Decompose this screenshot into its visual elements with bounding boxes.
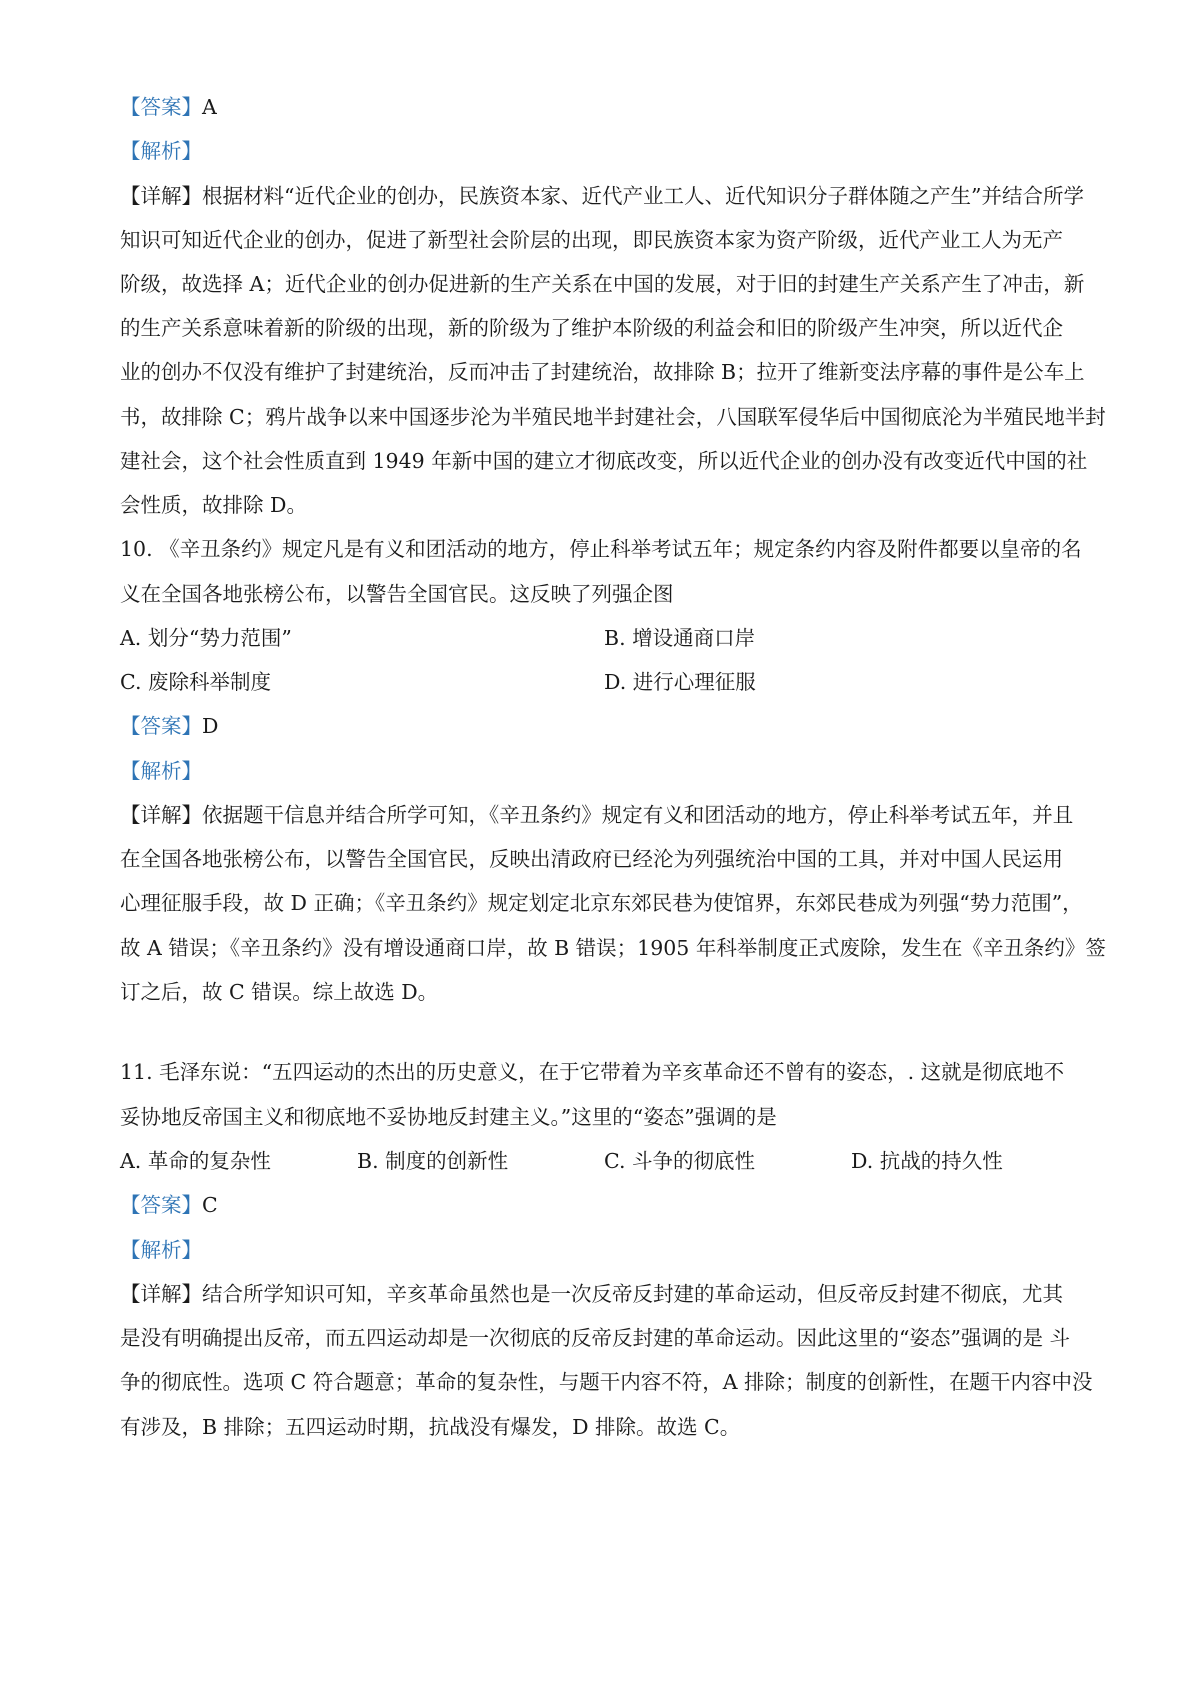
detail-text: 阶级，故选择 A；近代企业的创办促进新的生产关系在中国的发展，对于旧的封建生产关系产生了冲击，新 xyxy=(120,272,1085,296)
detail-text: 结合所学知识可知，辛亥革命虽然也是一次反帝反封建的革命运动，但反帝反封建不彻底，尤其 xyxy=(202,1282,1063,1306)
answer-line xyxy=(120,712,1100,740)
answer-value: C xyxy=(202,1193,218,1217)
q10-option-a: A. 划分“势力范围” xyxy=(120,626,292,650)
detail-text: 建社会，这个社会性质直到 1949 年新中国的建立才彻底改变，所以近代企业的创办没有改变近代中国的社 xyxy=(120,449,1088,473)
detail-tag: 【详解】 xyxy=(120,184,202,208)
detail-text: 根据材料“近代企业的创办，民族资本家、近代产业工人、近代知识分子群体随之产生”并结合所学 xyxy=(202,184,1084,208)
analysis-tag: 【解析】 xyxy=(120,1238,202,1262)
detail-text: 依据题干信息并结合所学可知，《辛丑条约》规定有义和团活动的地方，停止科举考试五年，并且 xyxy=(202,803,1074,827)
detail-text: 业的创办不仅没有维护了封建统治，反而冲击了封建统治，故排除 B；拉开了维新变法序幕的事件是公车上 xyxy=(120,360,1085,384)
answer-line xyxy=(120,93,1100,121)
detail-text: 的生产关系意味着新的阶级的出现，新的阶级为了维护本阶级的利益会和旧的阶级产生冲突，所以近代企 xyxy=(120,316,1063,340)
question-11-stem: 11. 毛泽东说：“五四运动的杰出的历史意义，在于它带着为辛亥革命还不曾有的姿态，. 这就是彻底地不 xyxy=(120,1060,1065,1084)
question-11-stem: 妥协地反帝国主义和彻底地不妥协地反封建主义。”这里的“姿态”强调的是 xyxy=(120,1105,777,1129)
answer-value: D xyxy=(202,714,219,738)
q11-option-b: B. 制度的创新性 xyxy=(357,1149,509,1173)
detail-text: 知识可知近代企业的创办，促进了新型社会阶层的出现，即民族资本家为资产阶级，近代产业工人为无产 xyxy=(120,228,1063,252)
detail-tag: 【详解】 xyxy=(120,1282,202,1306)
detail-text: 在全国各地张榜公布，以警告全国官民，反映出清政府已经沦为列强统治中国的工具，并对中国人民运用 xyxy=(120,847,1063,871)
analysis-tag: 【解析】 xyxy=(120,759,202,783)
detail-text: 会性质，故排除 D。 xyxy=(120,493,307,517)
answer-tag: 【答案】 xyxy=(120,95,202,119)
detail-text: 争的彻底性。选项 C 符合题意；革命的复杂性，与题干内容不符，A 排除；制度的创新性，在题干内容中没 xyxy=(120,1370,1093,1394)
analysis-line xyxy=(120,757,1100,785)
detail-line xyxy=(120,182,1100,210)
detail-line xyxy=(120,801,1100,829)
q11-option-a: A. 革命的复杂性 xyxy=(120,1149,271,1173)
question-10-stem: 义在全国各地张榜公布，以警告全国官民。这反映了列强企图 xyxy=(120,582,674,606)
answer-tag: 【答案】 xyxy=(120,1193,202,1217)
analysis-line xyxy=(120,137,1100,165)
detail-text: 订之后，故 C 错误。综上故选 D。 xyxy=(120,980,439,1004)
answer-tag: 【答案】 xyxy=(120,714,202,738)
q10-option-c: C. 废除科举制度 xyxy=(120,670,271,694)
q11-option-c: C. 斗争的彻底性 xyxy=(604,1149,755,1173)
analysis-tag: 【解析】 xyxy=(120,139,202,163)
detail-tag: 【详解】 xyxy=(120,803,202,827)
answer-value: A xyxy=(202,95,217,119)
detail-line xyxy=(120,1280,1100,1308)
question-10-stem: 10. 《辛丑条约》规定凡是有义和团活动的地方，停止科举考试五年；规定条约内容及附件都要以皇帝的名 xyxy=(120,537,1082,561)
detail-text: 是没有明确提出反帝，而五四运动却是一次彻底的反帝反封建的革命运动。因此这里的“姿态”强调的是 斗 xyxy=(120,1326,1070,1350)
detail-text: 有涉及，B 排除；五四运动时期，抗战没有爆发，D 排除。故选 C。 xyxy=(120,1415,741,1439)
detail-text: 故 A 错误；《辛丑条约》没有增设通商口岸，故 B 错误；1905 年科举制度正式废除，发生在《辛丑条约》签 xyxy=(120,936,1106,960)
answer-line xyxy=(120,1191,1100,1219)
detail-text: 心理征服手段，故 D 正确；《辛丑条约》规定划定北京东郊民巷为使馆界，东郊民巷成为列强“势力范围”， xyxy=(120,891,1083,915)
detail-text: 书，故排除 C；鸦片战争以来中国逐步沦为半殖民地半封建社会，八国联军侵华后中国彻底沦为半殖民地半封 xyxy=(120,405,1106,429)
analysis-line xyxy=(120,1236,1100,1264)
q10-option-d: D. 进行心理征服 xyxy=(604,670,756,694)
q11-option-d: D. 抗战的持久性 xyxy=(851,1149,1003,1173)
q10-option-b: B. 增设通商口岸 xyxy=(604,626,756,650)
